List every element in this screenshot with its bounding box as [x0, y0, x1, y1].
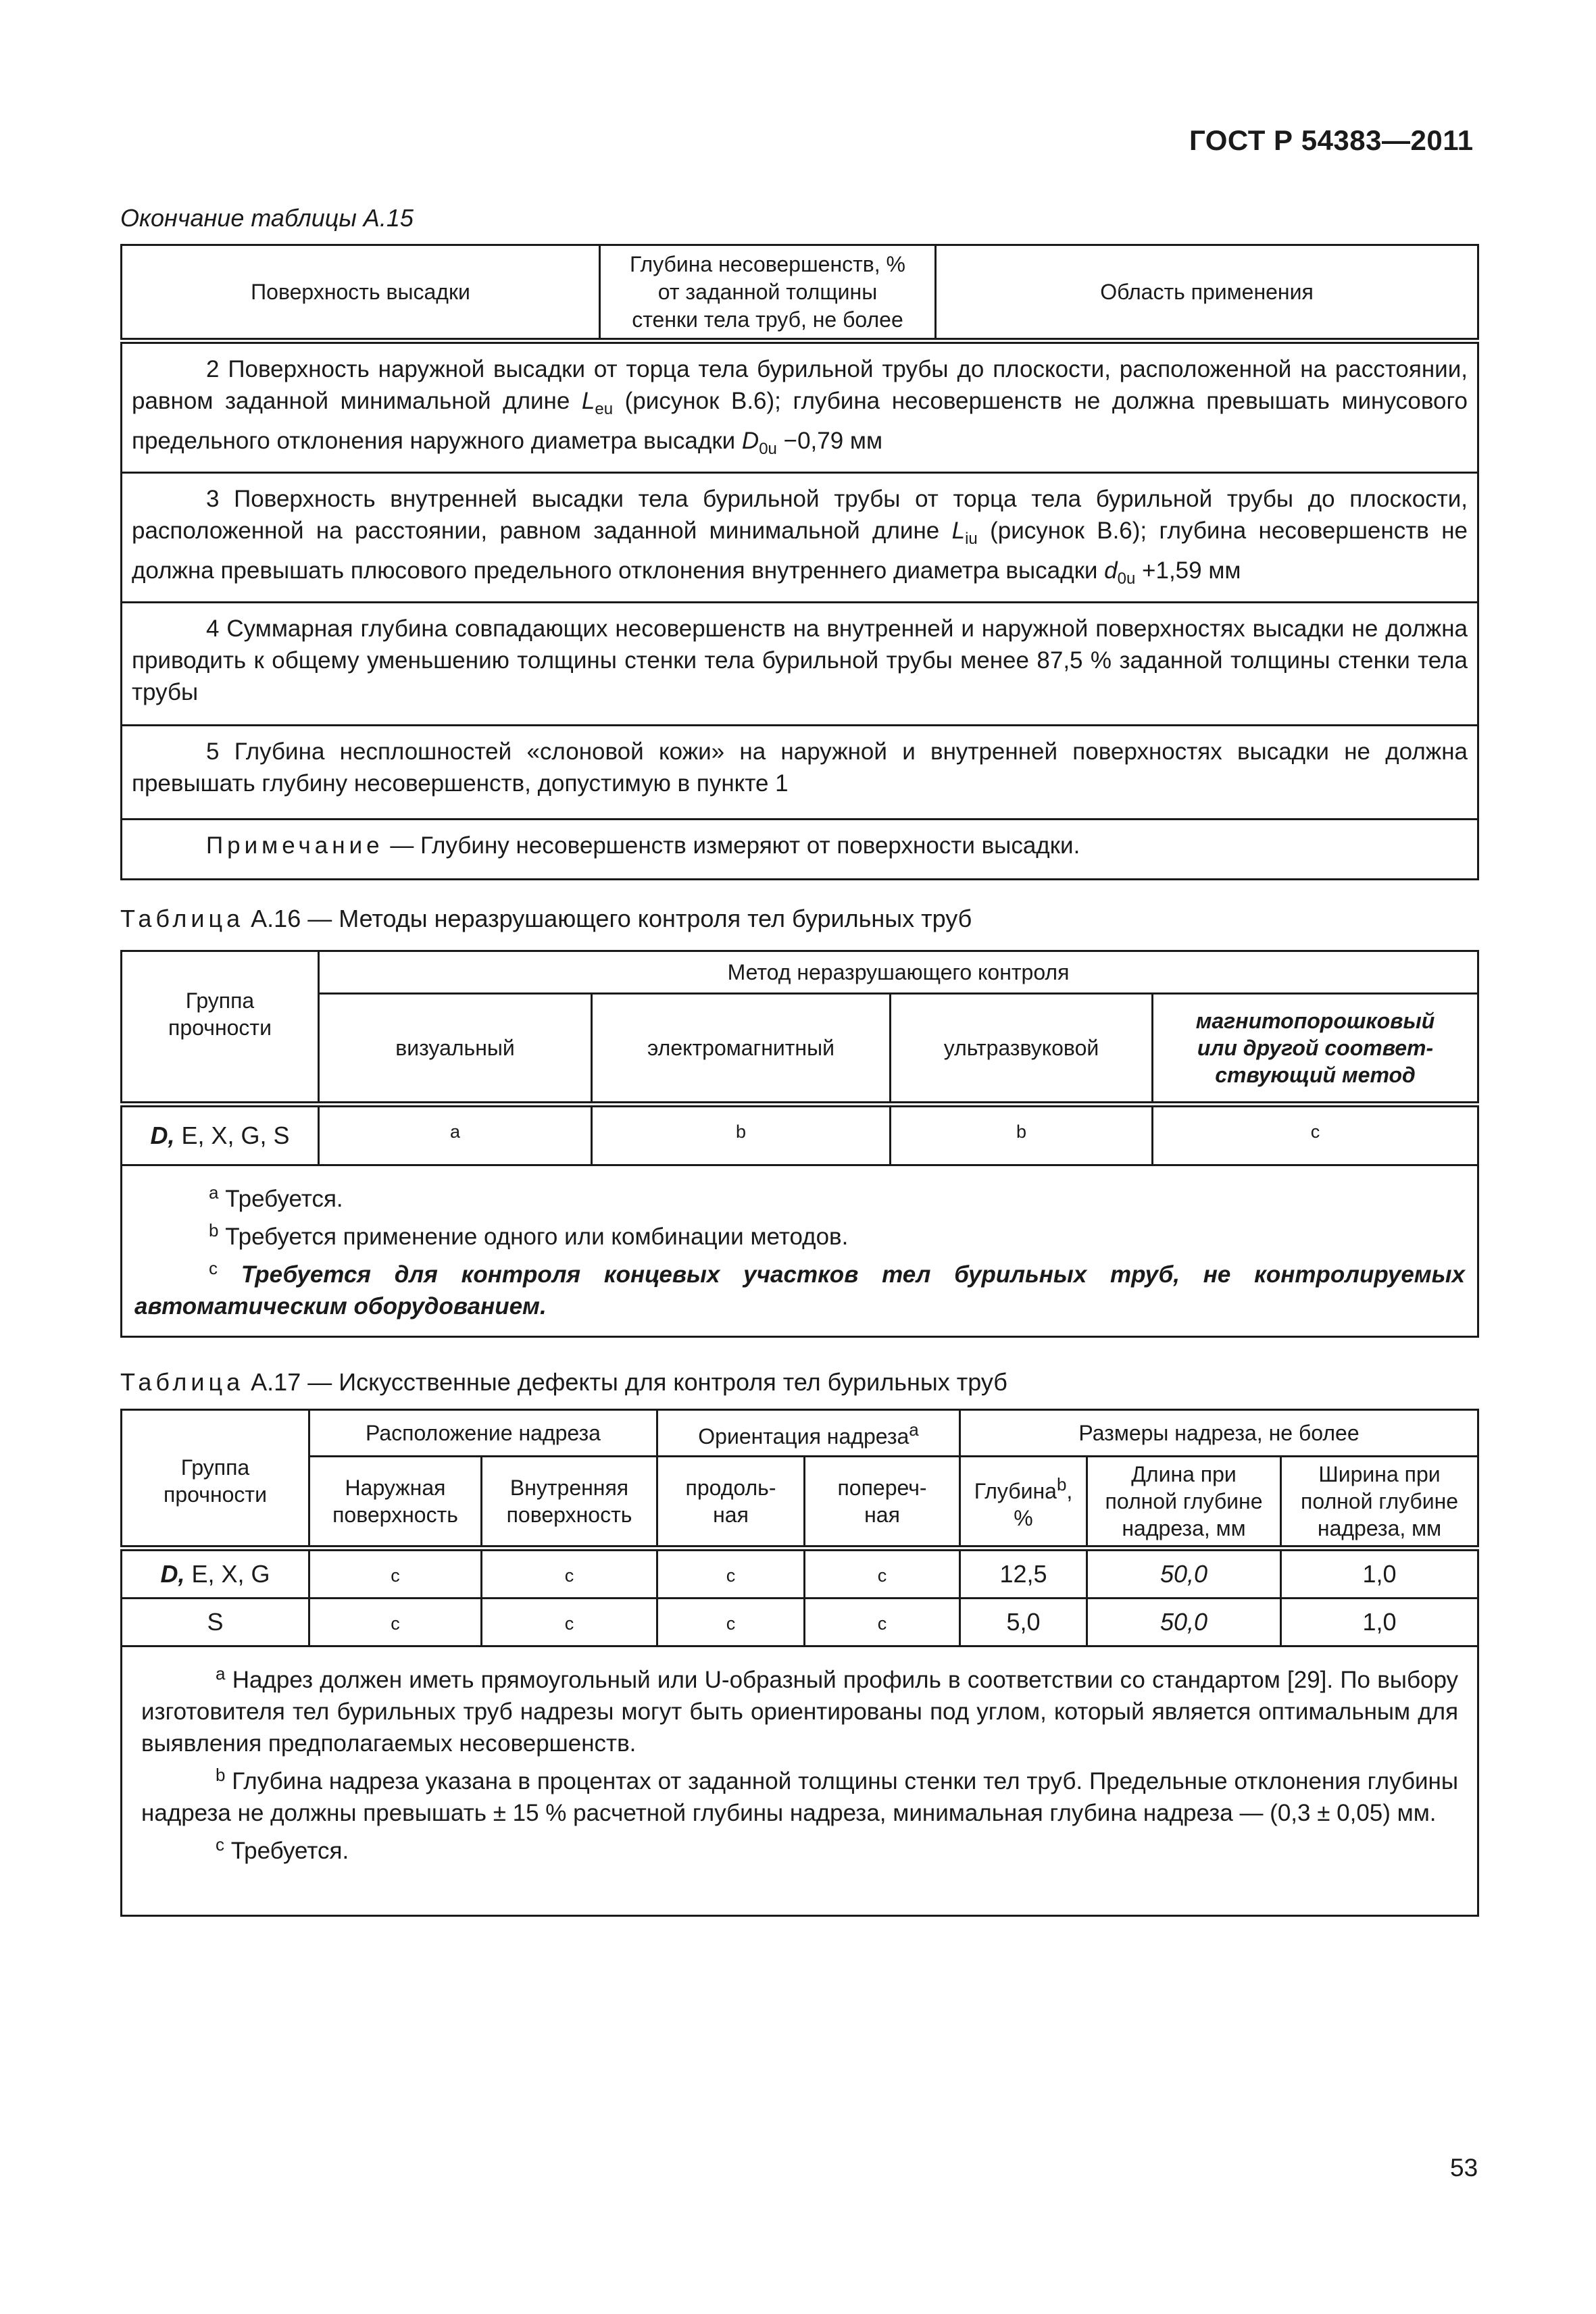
- subscript: iu: [965, 530, 978, 548]
- header-text: Глубина: [974, 1479, 1057, 1503]
- cell-depth: 5,0: [960, 1599, 1087, 1646]
- cell-length: 50,0: [1087, 1599, 1281, 1646]
- caption-label: Таблица: [120, 1368, 245, 1396]
- table-row: [122, 603, 1478, 726]
- header-line: Наружная: [345, 1476, 446, 1500]
- cell-mark: a: [319, 1105, 592, 1165]
- header-inner-surface: [482, 1457, 657, 1549]
- header-line: или другой соответ-: [1197, 1036, 1434, 1060]
- table-cell-note: [122, 820, 1478, 880]
- header-strength-group: [122, 951, 319, 1105]
- header-line: надреза, мм: [1317, 1516, 1442, 1540]
- table-row: [122, 1549, 1478, 1599]
- cell-depth: 12,5: [960, 1549, 1087, 1599]
- footnote-text: Требуется для контроля концевых участков тел бурильных труб, не контролируемых автоматическим оборудованием.: [134, 1261, 1466, 1319]
- footnote-text: Требуется.: [218, 1186, 343, 1212]
- table-a15: [120, 244, 1479, 880]
- header-text: , %: [1014, 1479, 1073, 1530]
- header-line: ная: [864, 1503, 900, 1527]
- table-cell-item-3: [122, 473, 1478, 603]
- header-line: полной глубине: [1105, 1489, 1263, 1513]
- footnote-text: Глубина надреза указана в процентах от заданной толщины стенки тел труб. Предельные отклонения глубины надреза не должны превышать ± 15 % расчетной глубины надреза, минимальная глубина надреза — (0,3 ± 0,05) мм.: [141, 1768, 1459, 1826]
- footnote-mark: c: [216, 1834, 224, 1855]
- header-method-electromagnetic: электромагнитный: [592, 994, 891, 1105]
- header-line: ствующий метод: [1215, 1063, 1416, 1087]
- footnote-mark: a: [209, 1182, 219, 1203]
- cell-mark: c: [482, 1549, 657, 1599]
- cell-mark: c: [309, 1599, 482, 1646]
- header-upset-surface: Поверхность высадки: [122, 245, 600, 341]
- footnote-mark: a: [216, 1663, 226, 1684]
- header-transverse: [805, 1457, 960, 1549]
- paragraph: [132, 483, 1468, 595]
- table-footnotes: [122, 1165, 1478, 1337]
- cell-mark: b: [891, 1105, 1153, 1165]
- cell-mark: c: [309, 1549, 482, 1599]
- subscript: eu: [595, 400, 614, 418]
- header-line: продоль-: [685, 1476, 776, 1500]
- table-row: [122, 473, 1478, 603]
- header-line: Группа: [185, 988, 255, 1013]
- header-line: Глубина несовершенств, %: [629, 251, 905, 276]
- cell-mark: c: [1153, 1105, 1478, 1165]
- header-line: Длина при: [1131, 1462, 1237, 1486]
- variable: D: [741, 428, 759, 454]
- cell-mark: b: [592, 1105, 891, 1165]
- header-method-magnetic-particle: [1153, 994, 1478, 1105]
- header-notch-size: Размеры надреза, не более: [960, 1410, 1478, 1457]
- footnote: [134, 1177, 1465, 1215]
- footnote-mark: b: [209, 1220, 219, 1240]
- header-line: магнитопорошковый: [1195, 1009, 1435, 1033]
- cell-width: 1,0: [1281, 1549, 1478, 1599]
- header-line: поверхность: [332, 1503, 458, 1527]
- footnote-mark: b: [216, 1765, 226, 1785]
- cell-strength-group: [122, 1105, 319, 1165]
- table-cell-item-2: [122, 341, 1478, 473]
- footnote-mark: b: [1056, 1474, 1067, 1494]
- cell-strength-group: [122, 1599, 309, 1646]
- table-a17-caption: [120, 1368, 1007, 1397]
- variable: d: [1104, 557, 1118, 584]
- header-line: Группа: [180, 1455, 250, 1480]
- table-row: [122, 820, 1478, 880]
- text: 3 Поверхность внутренней высадки тела бурильной трубы от торца тела бурильной трубы до плоскости, расположенной на расстоянии, равном заданной минимальной длине: [132, 486, 1468, 544]
- table-footnotes-row: [122, 1165, 1478, 1337]
- paragraph: [132, 353, 1468, 465]
- header-method-ultrasonic: ультразвуковой: [891, 994, 1153, 1105]
- group-bold: D,: [150, 1122, 175, 1149]
- header-outer-surface: [309, 1457, 482, 1549]
- text: −0,79 мм: [776, 428, 883, 454]
- paragraph: 5 Глубина несплошностей «слоновой кожи» на наружной и внутренней поверхностях высадки не должна превышать глубину несовершенств, допустимую в пункте 1: [132, 738, 1468, 797]
- document-standard-header: ГОСТ Р 54383—2011: [1189, 124, 1474, 156]
- footnote: [141, 1829, 1458, 1867]
- caption-label: Таблица: [120, 905, 245, 932]
- header-line: от заданной толщины: [657, 279, 878, 304]
- table-a16-caption: [120, 905, 972, 933]
- table-row: [122, 1599, 1478, 1646]
- header-line: надреза, мм: [1122, 1516, 1246, 1540]
- header-application-area: Область применения: [936, 245, 1478, 341]
- footnote: [134, 1253, 1465, 1322]
- header-line: стенки тела труб, не более: [632, 307, 903, 332]
- variable: L: [581, 388, 595, 414]
- table-footnotes: [122, 1646, 1478, 1916]
- header-line: прочности: [164, 1482, 267, 1507]
- table-a15-caption: Окончание таблицы А.15: [120, 204, 414, 232]
- table-a17: [120, 1409, 1479, 1917]
- header-imperfection-depth: [600, 245, 936, 341]
- table-a16: [120, 950, 1479, 1338]
- note-label: Примечание: [206, 832, 384, 859]
- table-row: [122, 1105, 1478, 1165]
- header-notch-orientation: [657, 1410, 960, 1457]
- caption-text: А.16 — Методы неразрушающего контроля тел бурильных труб: [244, 905, 972, 932]
- header-depth: [960, 1457, 1087, 1549]
- header-line: Внутренняя: [509, 1476, 629, 1500]
- cell-mark: c: [805, 1549, 960, 1599]
- page-number: 53: [1450, 2154, 1478, 2182]
- cell-strength-group: [122, 1549, 309, 1599]
- cell-mark: c: [657, 1549, 805, 1599]
- header-method-visual: визуальный: [319, 994, 592, 1105]
- header-line: полной глубине: [1301, 1489, 1459, 1513]
- header-width: [1281, 1457, 1478, 1549]
- table-header-row: [122, 1410, 1478, 1457]
- table-footnotes-row: [122, 1646, 1478, 1916]
- footnote: [141, 1759, 1458, 1829]
- table-cell-item-4: [122, 603, 1478, 726]
- footnote-mark: c: [209, 1258, 218, 1278]
- paragraph: 4 Суммарная глубина совпадающих несовершенств на внутренней и наружной поверхностях высадки не должна приводить к общему уменьшению толщины стенки тела бурильной трубы менее 87,5 % заданной толщины стенки тела трубы: [132, 615, 1468, 705]
- note-text: — Глубину несовершенств измеряют от поверхности высадки.: [383, 832, 1080, 859]
- note: [132, 830, 1468, 861]
- group-rest: E, X, G: [184, 1560, 270, 1588]
- group-rest: S: [207, 1608, 224, 1636]
- cell-mark: c: [805, 1599, 960, 1646]
- table-row: [122, 726, 1478, 820]
- header-ndt-method: Метод неразрушающего контроля: [319, 951, 1478, 994]
- header-length: [1087, 1457, 1281, 1549]
- table-header-row: [122, 1457, 1478, 1549]
- text: (рисунок В.6); глубина несовершенств не должна превышать плюсового предельного отклонения внутреннего диаметра высадки: [132, 518, 1468, 584]
- cell-length: 50,0: [1087, 1549, 1281, 1599]
- header-longitudinal: [657, 1457, 805, 1549]
- table-row: [122, 341, 1478, 473]
- cell-mark: c: [657, 1599, 805, 1646]
- cell-mark: c: [482, 1599, 657, 1646]
- header-line: прочности: [168, 1015, 272, 1040]
- group-bold: D,: [160, 1560, 185, 1588]
- footnote-text: Надрез должен иметь прямоугольный или U-образный профиль в соответствии со стандартом [29]. По выбору изготовителя тел бурильных труб надрезы могут быть ориентированы под углом, который является оптимальным для выявления предполагаемых несовершенств.: [141, 1667, 1459, 1757]
- footnote-text: Требуется применение одного или комбинации методов.: [218, 1224, 849, 1250]
- table-header-row: [122, 951, 1478, 994]
- footnote-mark: a: [909, 1419, 919, 1440]
- variable: L: [951, 518, 966, 544]
- group-rest: E, X, G, S: [174, 1122, 290, 1149]
- header-line: попереч-: [837, 1476, 927, 1500]
- footnote: [141, 1658, 1458, 1759]
- subscript: 0u: [1117, 570, 1136, 588]
- cell-width: 1,0: [1281, 1599, 1478, 1646]
- table-cell-item-5: [122, 726, 1478, 820]
- header-text: Ориентация надреза: [698, 1424, 909, 1449]
- text: (рисунок В.6); глубина несовершенств не должна превышать минусового предельного отклонения наружного диаметра высадки: [132, 388, 1468, 454]
- subscript: 0u: [759, 440, 777, 458]
- header-line: ная: [713, 1503, 749, 1527]
- header-line: поверхность: [506, 1503, 632, 1527]
- header-strength-group: [122, 1410, 309, 1549]
- table-header-row: [122, 245, 1478, 341]
- header-notch-location: Расположение надреза: [309, 1410, 657, 1457]
- footnote: [134, 1215, 1465, 1253]
- table-header-row: [122, 994, 1478, 1105]
- caption-text: А.17 — Искусственные дефекты для контроля тел бурильных труб: [244, 1368, 1007, 1396]
- text: +1,59 мм: [1135, 557, 1241, 584]
- header-line: Ширина при: [1318, 1462, 1441, 1486]
- footnote-text: Требуется.: [224, 1838, 349, 1864]
- text: 2 Поверхность наружной высадки от торца тела бурильной трубы до плоскости, расположенной на расстоянии, равном заданной минимальной длине: [132, 356, 1468, 414]
